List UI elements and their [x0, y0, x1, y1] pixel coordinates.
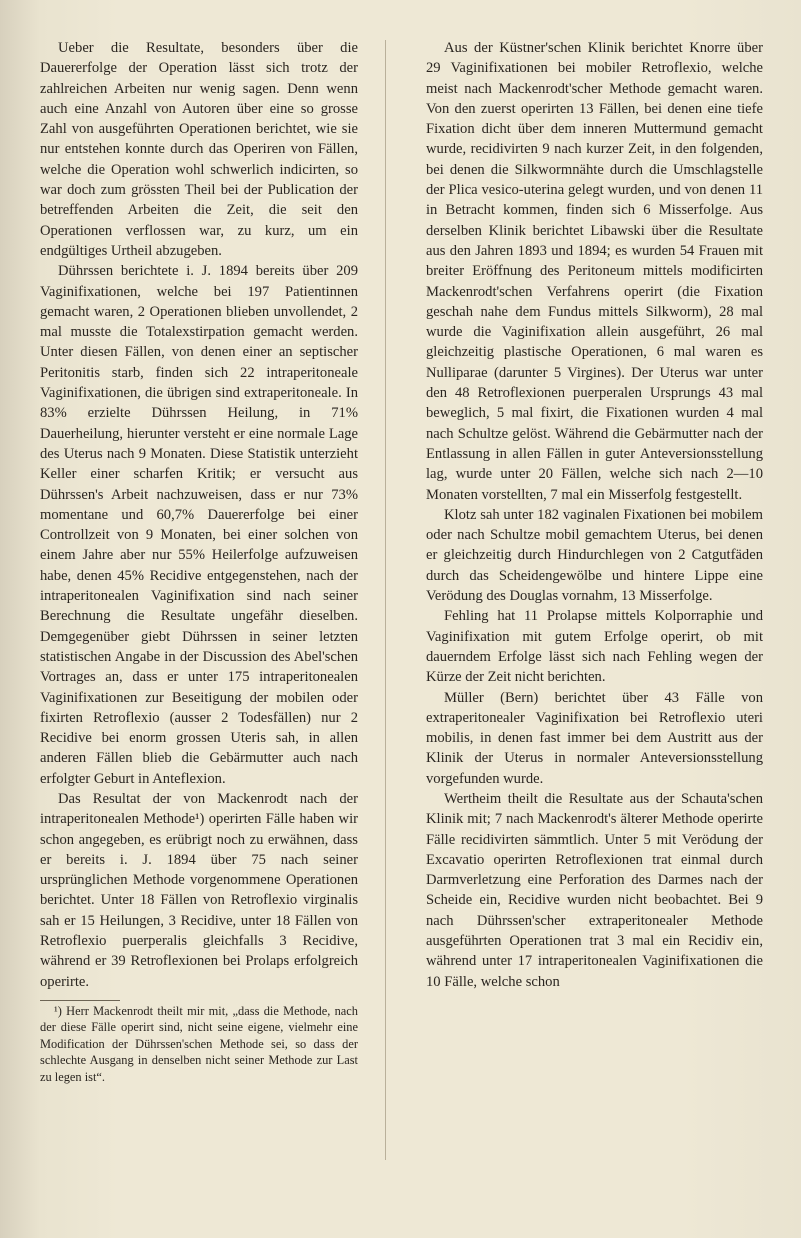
- right-text-column: [426, 38, 763, 992]
- paragraph: Das Resultat der von Mackenrodt nach der intraperitonealen Methode¹) operirten Fälle haben wir schon angegeben, es erübrigt noch zu erwähnen, dass er bereits i. J. 1894 über 75 nach seiner ursprünglichen Methode vorgenommene Operationen berichtet. Unter 18 Fällen von Retroflexio virginalis sah er 15 Heilungen, 3 Recidive, unter 18 Fällen von Retroflexio puerperalis gleichfalls 3 Recidive, während er 39 Retroflexionen bei Prolaps erfolgreich operirte.: [40, 790, 358, 990]
- paragraph: Wertheim theilt die Resultate aus der Schauta'schen Klinik mit; 7 nach Mackenrodt's älterer Methode operirte Fälle recidivirten sämmtlich. Unter 5 mit Verödung der Excavatio operirten Retroflexionen trat einmal durch Darmverletzung eine Perforation des Darmes nach der Scheide ein, Recidive wurden nicht beobachtet. Bei 9 nach Dührssen'scher extraperitonealer Methode ausgeführten Operationen trat 3 mal ein Recidiv ein, während unter 17 intraperitonealen Vaginifixationen die 10 Fälle, welche schon: [426, 790, 763, 990]
- footnote-rule: [40, 1000, 120, 1001]
- paragraph: Müller (Bern) berichtet über 43 Fälle von extraperitonealer Vaginifixation bei Retroflexio uteri mobilis, in denen fast immer bei dem Austritt aus der Klinik der Uterus in normaler Anteversionsstellung vorgefunden wurde.: [426, 689, 763, 787]
- paragraph: Klotz sah unter 182 vaginalen Fixationen bei mobilem oder nach Schultze mobil gemachtem Uterus, bei denen er gleichzeitig durch Hindurchlegen von 2 Catgutfäden durch das Scheidengewölbe und hintere Lippe eine Verödung des Douglas vornahm, 13 Misserfolge.: [426, 506, 763, 605]
- left-text-column: [40, 38, 358, 1085]
- paragraph: Dührssen berichtete i. J. 1894 bereits über 209 Vaginifixationen, welche bei 197 Patientinnen gemacht waren, 2 Operationen blieben unvollendet, 2 mal musste die Totalexstirpation gemacht werden. Unter diesen Fällen, von denen einer an septischer Peritonitis starb, finden sich 22 intraperitoneale Vaginifixationen, die übrigen sind extraperitoneale. In 83% erzielte Dührssen Heilung, in 71% Dauerheilung, hierunter versteht er eine normale Lage des Uterus nach 9 Monaten. Diese Statistik unterzieht Keller einer scharfen Kritik; er versucht aus Dührssen's Arbeit nachzuweisen, dass er nur 73% momentane und 60,7% Dauererfolge bei einer Controllzeit von 9 Monaten, bei einer solchen von einem Jahre aber nur 55% Heilerfolge aufzuweisen habe, denen 45% Recidive entgegenstehen, nach der intraperitonealen Vaginifixation sind nach seiner Berechnung die Resultate ungefähr dieselben. Demgegenüber giebt Dührssen in seiner letzten statistischen Angabe in der Discussion des Abel'schen Vortrages an, dass er unter 175 intraperitonealen Vaginifixationen zur Beseitigung der mobilen oder fixirten Retroflexio (ausser 2 Todesfällen) nur 2 Recidive bei enorm grossen Uteris sah, in allen anderen Fällen blieb die Gebärmutter auch nach erfolgter Geburt in Anteflexion.: [40, 263, 358, 787]
- paragraph: Fehling hat 11 Prolapse mittels Kolporraphie und Vaginifixation mit gutem Erfolge operirt, ob mit dauerndem Erfolge lässt sich nach Fehling wegen der Kürze der Zeit nicht berichten.: [426, 608, 763, 686]
- paragraph: Aus der Küstner'schen Klinik berichtet Knorre über 29 Vaginifixationen bei mobiler Retroflexio, welche meist nach Mackenrodt'scher Methode gemacht waren. Von den zuerst operirten 13 Fällen, bei denen eine tiefe Fixation dicht über dem inneren Muttermund gemacht wurde, recidivirten 9 nach kurzer Zeit, in den folgenden, bei denen die Silkwormnähte durch die Umschlagstelle der Plica vesico-uterina gelegt wurden, und von denen 11 in Betracht kommen, finden sich 6 Misserfolge. Aus derselben Klinik berichtet Libawski über die Resultate aus den Jahren 1893 und 1894; es wurden 54 Frauen mit breiter Eröffnung des Peritoneum mittels modificirten Mackenrodt'schen Verfahrens operirt (die Fixation geschah nahe dem Fundus mittels Silkworm), 28 mal wurde die Vaginifixation allein ausgeführt, 26 mal gleichzeitig plastische Operationen, 6 mal waren es Nulliparae (darunter 5 Virgines). Der Uterus war unter den 48 Retroflexionen puerperalen Ursprungs 43 mal beweglich, 5 mal fixirt, die Fixationen wurden 4 mal nach Schultze gelöst. Während die Gebärmutter nach der Entlassung in allen Fällen in guter Anteversionsstellung lag, wurde unter 20 Fällen, welche sich nach 2—10 Monaten vorstellten, 7 mal ein Misserfolg festgestellt.: [426, 40, 763, 503]
- footnote: [40, 1003, 358, 1086]
- footnote-text: ¹) Herr Mackenrodt theilt mir mit, „dass die Methode, nach der diese Fälle operirt sind, nicht seine eigene, vielmehr eine Modification der Dührssen'schen Methode sei, so dass der schlechte Ausgang in denselben nicht seiner Methode zur Last zu legen ist“.: [40, 1003, 358, 1084]
- paragraph: Ueber die Resultate, besonders über die Dauererfolge der Operation lässt sich trotz der zahlreichen Arbeiten nur wenig sagen. Denn wenn auch eine Anzahl von Autoren über eine so grosse Zahl von ausgeführten Operationen berichtet, wie sie nur entstehen konnte durch das Operiren von Fällen, welche die Operation wohl schwerlich indicirten, so war doch zum grössten Theil bei der Publication der betreffenden Arbeiten die Zeit, die seit den Operationen verflossen war, zu kurz, um ein endgültiges Urtheil abzugeben.: [40, 40, 358, 259]
- column-gutter-shadow: [385, 40, 386, 1160]
